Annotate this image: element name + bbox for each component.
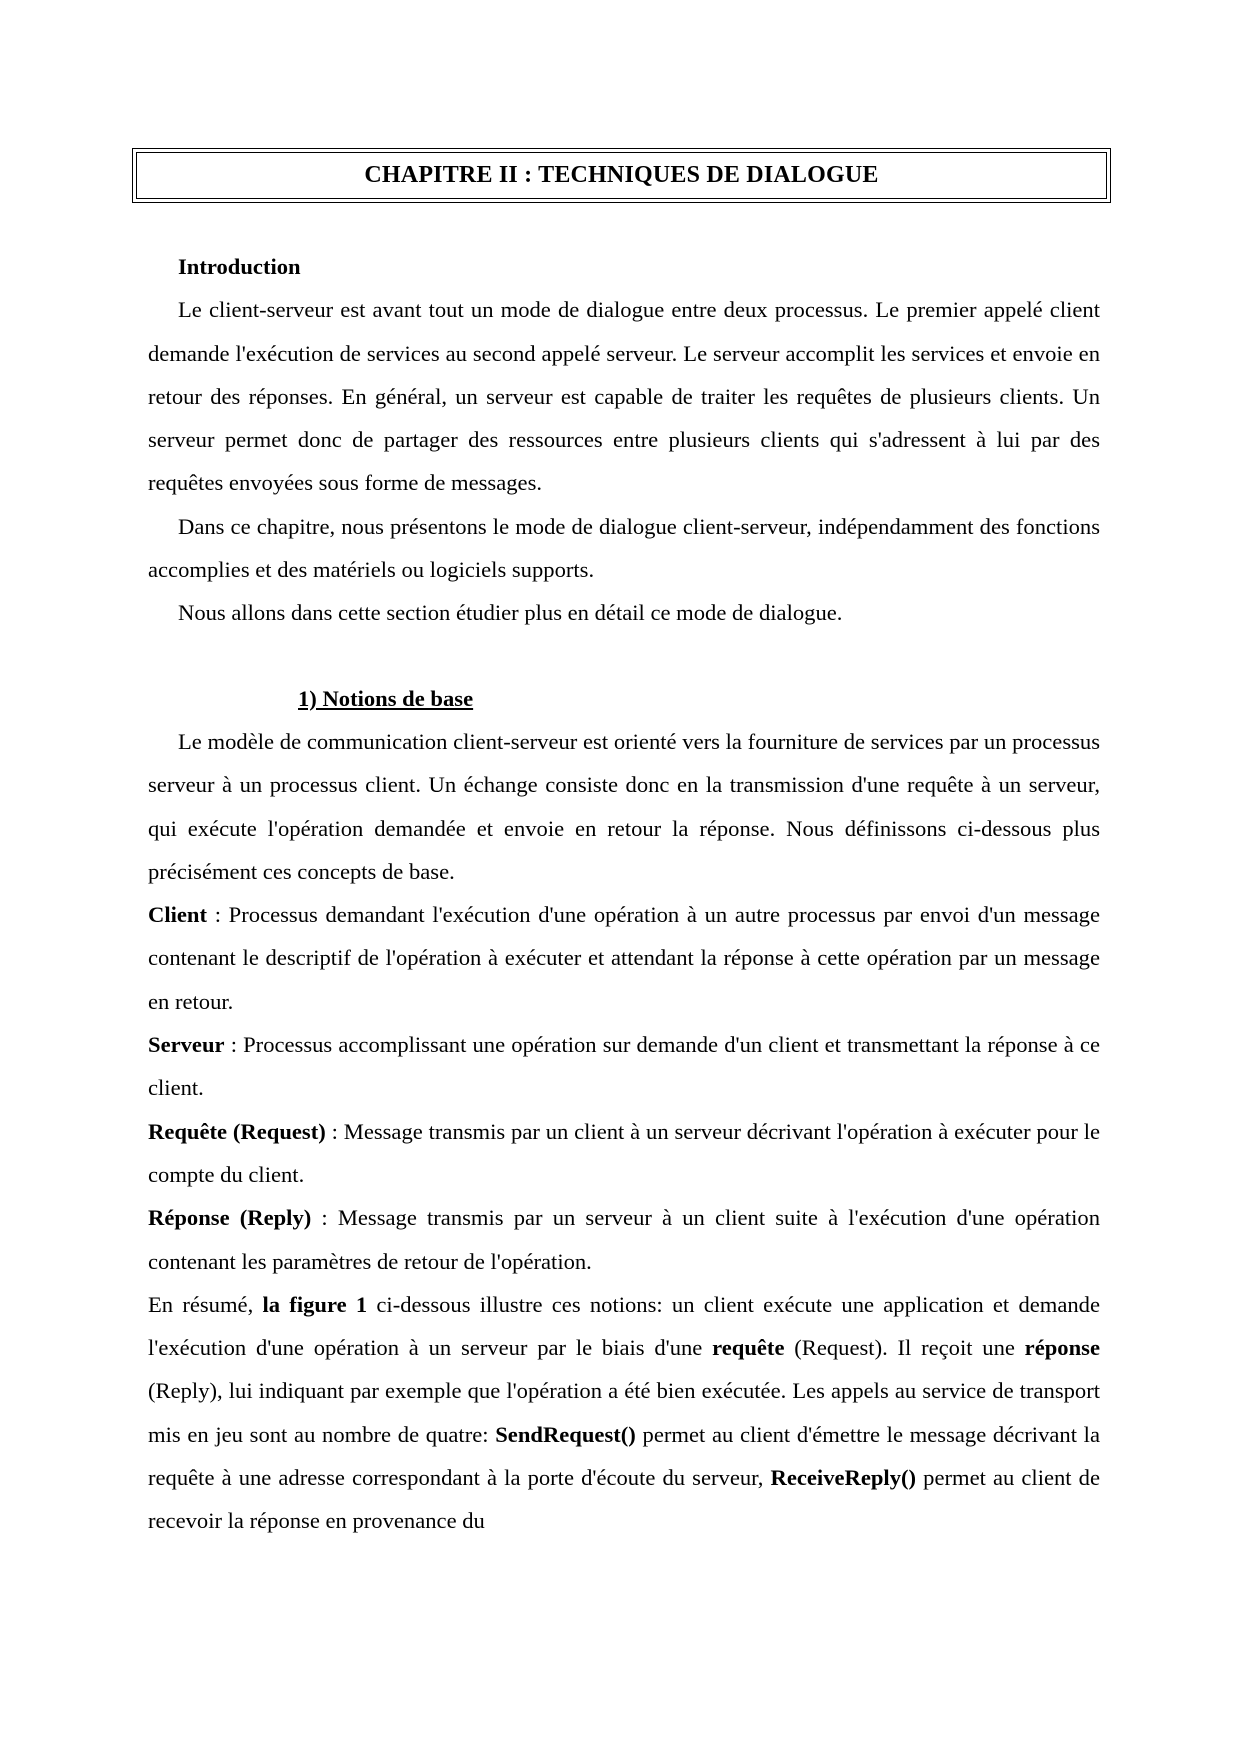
summary-bold-reponse: réponse bbox=[1024, 1335, 1100, 1361]
document-body bbox=[148, 245, 1100, 1543]
section-1-paragraph: Le modèle de communication client-serveur est orienté vers la fourniture de services par un processus serveur à un processus client. Un échange consiste donc en la transmission d'une requête à un serveur, qui exécute l'opération demandée et envoie en retour la réponse. Nous définissons ci-dessous plus précisément ces concepts de base. bbox=[148, 728, 1100, 884]
definition-reponse-text: : Message transmis par un serveur à un client suite à l'exécution d'une opération contenant les paramètres de retour de l'opération. bbox=[148, 1205, 1100, 1274]
definition-reponse bbox=[148, 1196, 1100, 1283]
intro-paragraph-2: Dans ce chapitre, nous présentons le mode de dialogue client-serveur, indépendamment des fonctions accomplies et des matériels ou logiciels supports. bbox=[148, 513, 1100, 583]
summary-text-4: (Reply), lui indiquant par exemple que l'opération a été bien exécutée. Les appels au service de transport mis en jeu sont au nombre de quatre: bbox=[148, 1378, 1100, 1447]
definition-client-term: Client bbox=[148, 902, 207, 928]
definition-client-text: : Processus demandant l'exécution d'une opération à un autre processus par envoi d'un message contenant le descriptif de l'opération à exécuter et attendant la réponse à cette opération par un message en retour. bbox=[148, 902, 1100, 1014]
summary-bold-requete: requête bbox=[712, 1335, 785, 1361]
summary-bold-figure: la figure 1 bbox=[262, 1291, 368, 1317]
summary-text-3: (Request). Il reçoit une bbox=[784, 1335, 1025, 1361]
chapter-title: CHAPITRE II : TECHNIQUES DE DIALOGUE bbox=[364, 162, 879, 188]
definition-requete bbox=[148, 1110, 1100, 1197]
intro-heading: Introduction bbox=[178, 254, 301, 279]
definition-reponse-term: Réponse (Reply) bbox=[148, 1205, 312, 1231]
definition-client bbox=[148, 893, 1100, 1023]
summary-text-6: permet au client de recevoir la réponse en provenance du bbox=[148, 1465, 1100, 1534]
chapter-title-inner-border bbox=[136, 152, 1107, 199]
summary-bold-sendrequest: SendRequest() bbox=[495, 1421, 636, 1447]
section-1-heading: 1) Notions de base bbox=[298, 685, 474, 711]
intro-paragraph-1: Le client-serveur est avant tout un mode de dialogue entre deux processus. Le premier appelé client demande l'exécution de services au second appelé serveur. Le serveur accomplit les services et envoie en retour des réponses. En général, un serveur est capable de traiter les requêtes de plusieurs clients. Un serveur permet donc de partager des ressources entre plusieurs clients qui s'adressent à lui par des requêtes envoyées sous forme de messages. bbox=[148, 297, 1100, 496]
definition-serveur bbox=[148, 1023, 1100, 1110]
section-1-heading-line bbox=[148, 677, 1100, 720]
definition-serveur-term: Serveur bbox=[148, 1032, 225, 1058]
definition-serveur-text: : Processus accomplissant une opération sur demande d'un client et transmettant la réponse à ce client. bbox=[148, 1032, 1100, 1101]
summary-text-1: En résumé, bbox=[148, 1291, 263, 1317]
summary-paragraph bbox=[148, 1283, 1100, 1543]
definition-requete-text: : Message transmis par un client à un serveur décrivant l'opération à exécuter pour le compte du client. bbox=[148, 1118, 1100, 1187]
summary-text-5: permet au client d'émettre le message décrivant la requête à une adresse correspondant à la porte d'écoute du serveur, bbox=[148, 1421, 1100, 1491]
intro-paragraph-3: Nous allons dans cette section étudier plus en détail ce mode de dialogue. bbox=[178, 600, 843, 626]
definition-requete-term: Requête (Request) bbox=[148, 1118, 326, 1144]
chapter-title-box bbox=[132, 148, 1111, 203]
summary-text-2: ci-dessous illustre ces notions: un client exécute une application et demande l'exécution d'une opération à un serveur par le biais d'une bbox=[148, 1291, 1100, 1361]
summary-bold-receivereply: ReceiveReply() bbox=[770, 1465, 917, 1491]
